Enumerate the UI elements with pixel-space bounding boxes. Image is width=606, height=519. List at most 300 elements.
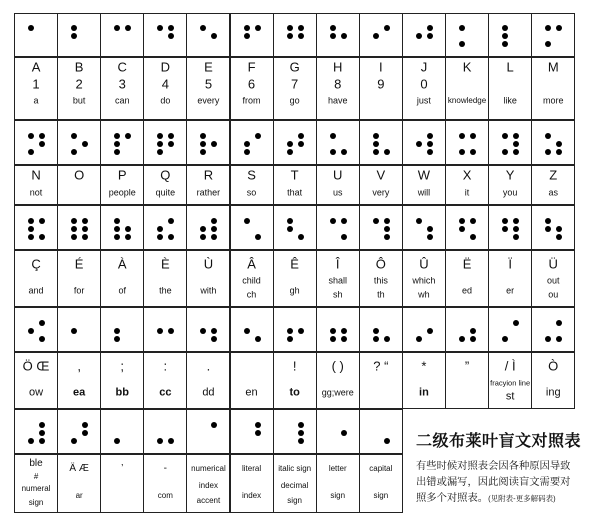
braille-dot <box>39 320 45 326</box>
braille-dot <box>459 226 465 232</box>
label-cell <box>230 250 274 307</box>
label-cell <box>359 165 403 205</box>
label-cell <box>230 57 274 120</box>
braille-cell <box>230 13 274 57</box>
braille-dot <box>71 234 77 240</box>
braille-dot <box>502 226 508 232</box>
braille-dot <box>384 234 390 240</box>
braille-dot <box>287 25 293 31</box>
braille-dot <box>82 226 88 232</box>
label-cell <box>100 57 144 120</box>
braille-dot <box>373 336 379 342</box>
braille-dot <box>82 218 88 224</box>
label-text: en <box>245 386 258 399</box>
braille-dot <box>125 226 131 232</box>
braille-dot <box>298 25 304 31</box>
label-text: F <box>247 59 256 75</box>
label-text: Ä Æ <box>69 462 89 474</box>
braille-dot <box>502 336 508 342</box>
label-cell <box>100 454 144 513</box>
label-cell <box>14 250 58 307</box>
braille-dot <box>114 25 120 31</box>
braille-dot <box>470 328 476 334</box>
label-cell <box>316 57 360 120</box>
braille-cell <box>316 307 360 352</box>
braille-dot <box>470 133 476 139</box>
label-text: D <box>160 59 171 75</box>
label-text: wh <box>418 289 430 300</box>
braille-dot <box>416 141 422 147</box>
label-text: bb <box>115 386 129 399</box>
braille-cell <box>316 120 360 165</box>
braille-dot <box>427 328 433 334</box>
braille-cell <box>100 120 144 165</box>
label-text: gh <box>289 285 300 296</box>
braille-dot <box>71 133 77 139</box>
label-text: N <box>31 167 41 183</box>
braille-dot <box>211 33 217 39</box>
label-cell <box>57 454 101 513</box>
label-cell <box>57 165 101 205</box>
braille-cell <box>57 205 101 250</box>
label-text: ou <box>548 289 559 300</box>
braille-dot <box>200 234 206 240</box>
label-text: ble <box>29 458 43 470</box>
label-cell <box>402 165 446 205</box>
label-text: ed <box>462 285 473 296</box>
braille-dot <box>71 33 77 39</box>
braille-cell <box>186 205 230 250</box>
label-cell <box>316 165 360 205</box>
label-text: ea <box>73 386 86 399</box>
braille-dot <box>330 149 336 155</box>
label-cell <box>445 250 489 307</box>
braille-dot <box>114 234 120 240</box>
label-cell <box>316 454 360 513</box>
label-text: go <box>289 95 300 106</box>
label-text: Y <box>505 167 515 183</box>
label-text: T <box>290 167 299 183</box>
label-cell <box>316 352 360 409</box>
braille-dot <box>545 41 551 47</box>
braille-cell <box>186 13 230 57</box>
braille-dot <box>244 218 250 224</box>
braille-dot <box>28 438 34 444</box>
braille-dot <box>157 438 163 444</box>
braille-dot <box>341 336 347 342</box>
braille-cell <box>359 307 403 352</box>
braille-dot <box>211 218 217 224</box>
braille-cell <box>402 307 446 352</box>
label-text: 9 <box>377 76 385 92</box>
braille-dot <box>470 234 476 240</box>
legend-title: 二级布莱叶盲文对照表 <box>416 433 582 450</box>
braille-cell <box>14 409 58 454</box>
label-text: com <box>157 491 173 501</box>
braille-dot <box>157 226 163 232</box>
braille-cell <box>531 120 575 165</box>
label-text: . <box>206 358 211 374</box>
braille-cell <box>230 307 274 352</box>
braille-dot <box>28 218 34 224</box>
label-text: B <box>74 59 84 75</box>
label-text: Â <box>247 256 256 272</box>
label-cell <box>186 352 230 409</box>
label-text: - <box>163 462 168 474</box>
braille-dot <box>168 328 174 334</box>
label-text: index <box>198 480 218 490</box>
braille-dot <box>39 422 45 428</box>
braille-dot <box>427 149 433 155</box>
braille-cell <box>273 409 317 454</box>
braille-dot <box>373 141 379 147</box>
braille-dot <box>114 149 120 155</box>
label-text: ow <box>29 386 44 399</box>
label-text: sign <box>373 491 389 501</box>
label-text: capital <box>369 463 393 473</box>
braille-dot <box>330 133 336 139</box>
braille-cell <box>273 307 317 352</box>
braille-dot <box>255 234 261 240</box>
label-text: Ù <box>203 256 214 272</box>
label-text: 4 <box>161 76 169 92</box>
braille-dot <box>255 25 261 31</box>
braille-dot <box>298 430 304 436</box>
label-text: index <box>241 491 262 501</box>
braille-dot <box>28 133 34 139</box>
label-cell <box>488 352 532 409</box>
braille-dot <box>244 25 250 31</box>
braille-dot <box>157 234 163 240</box>
label-text: of <box>118 285 126 296</box>
label-text: K <box>462 59 472 75</box>
braille-dot <box>168 234 174 240</box>
label-cell <box>57 250 101 307</box>
braille-dot <box>459 218 465 224</box>
braille-dot <box>82 422 88 428</box>
braille-dot <box>114 336 120 342</box>
braille-cell <box>186 307 230 352</box>
label-cell <box>100 352 144 409</box>
braille-cell <box>143 409 187 454</box>
label-text: more <box>542 95 564 106</box>
braille-cell <box>143 13 187 57</box>
label-text: and <box>28 285 44 296</box>
braille-dot <box>470 149 476 155</box>
braille-dot <box>287 149 293 155</box>
label-text: which <box>412 275 436 286</box>
braille-dot <box>384 25 390 31</box>
label-cell <box>488 57 532 120</box>
braille-dot <box>427 226 433 232</box>
braille-cell <box>14 120 58 165</box>
braille-dot <box>211 422 217 428</box>
label-text: this <box>373 275 388 286</box>
label-text: gg;were <box>321 387 354 398</box>
braille-dot <box>298 438 304 444</box>
label-text: from <box>242 95 261 106</box>
braille-dot <box>168 218 174 224</box>
label-text: 6 <box>247 76 256 92</box>
label-text: 5 <box>204 76 213 92</box>
label-text: X <box>462 167 472 183</box>
label-text: Ë <box>462 256 472 272</box>
label-text: Û <box>419 256 429 272</box>
label-cell <box>57 352 101 409</box>
braille-dot <box>71 218 77 224</box>
braille-dot <box>373 133 379 139</box>
label-text: R <box>203 167 214 183</box>
braille-cell <box>402 13 446 57</box>
braille-cell <box>100 307 144 352</box>
label-text: cc <box>159 386 172 399</box>
braille-dot <box>114 218 120 224</box>
braille-dot <box>427 141 433 147</box>
braille-dot <box>513 320 519 326</box>
braille-dot <box>244 141 250 147</box>
label-cell <box>143 352 187 409</box>
braille-dot <box>82 234 88 240</box>
braille-dot <box>513 226 519 232</box>
braille-dot <box>373 218 379 224</box>
label-text: very <box>372 187 390 198</box>
braille-dot <box>39 133 45 139</box>
braille-cell <box>316 13 360 57</box>
label-text: Ï <box>508 256 512 272</box>
braille-dot <box>200 149 206 155</box>
label-text: Z <box>549 167 558 183</box>
label-text: dd <box>202 386 215 399</box>
label-text: er <box>506 285 515 296</box>
label-text: G <box>289 59 300 75</box>
label-text: ! <box>292 358 297 374</box>
label-text: È <box>161 256 170 272</box>
braille-cell <box>359 13 403 57</box>
braille-cell <box>230 205 274 250</box>
label-cell <box>230 454 274 513</box>
label-text: A <box>31 59 41 75</box>
label-text: 1 <box>32 76 40 92</box>
braille-dot <box>341 234 347 240</box>
label-cell <box>100 165 144 205</box>
braille-dot <box>28 149 34 155</box>
label-text: but <box>72 95 86 106</box>
label-text: out <box>546 275 560 286</box>
braille-dot <box>200 226 206 232</box>
braille-dot <box>211 234 217 240</box>
label-text: you <box>502 187 518 198</box>
braille-dot <box>255 430 261 436</box>
label-text: people <box>108 187 136 198</box>
braille-dot <box>168 25 174 31</box>
braille-dot <box>545 133 551 139</box>
braille-cell <box>186 120 230 165</box>
label-text: ch <box>246 289 257 300</box>
braille-dot <box>28 234 34 240</box>
braille-cell <box>445 205 489 250</box>
label-text: numeral <box>21 484 51 494</box>
braille-dot <box>330 218 336 224</box>
label-text: just <box>416 95 431 106</box>
label-cell <box>230 352 274 409</box>
braille-cell <box>359 205 403 250</box>
braille-dot <box>556 234 562 240</box>
braille-dot <box>298 141 304 147</box>
braille-dot <box>298 328 304 334</box>
label-text: accent <box>196 495 221 505</box>
braille-dot <box>200 141 206 147</box>
braille-dot <box>556 25 562 31</box>
braille-dot <box>513 133 519 139</box>
braille-cell <box>230 120 274 165</box>
label-text: 2 <box>75 76 83 92</box>
braille-dot <box>168 141 174 147</box>
braille-dot <box>459 336 465 342</box>
label-text: italic sign <box>278 463 312 473</box>
braille-dot <box>341 33 347 39</box>
label-cell <box>273 57 317 120</box>
braille-dot <box>373 149 379 155</box>
label-text: it <box>464 187 470 198</box>
legend-line: 有些时候对照表会因各种原因导致 <box>416 461 571 472</box>
label-cell <box>445 57 489 120</box>
braille-cell <box>488 205 532 250</box>
label-text: H <box>333 59 343 75</box>
braille-cell <box>100 409 144 454</box>
label-cell <box>143 454 187 513</box>
braille-dot <box>545 336 551 342</box>
braille-dot <box>39 430 45 436</box>
braille-dot <box>513 218 519 224</box>
label-text: À <box>117 256 127 272</box>
label-cell <box>531 352 575 409</box>
braille-dot <box>244 149 250 155</box>
label-text: S <box>247 167 256 183</box>
braille-cell <box>57 307 101 352</box>
braille-dot <box>211 141 217 147</box>
label-text: have <box>327 95 348 106</box>
label-cell <box>402 57 446 120</box>
label-cell <box>186 250 230 307</box>
braille-cell <box>143 205 187 250</box>
braille-dot <box>255 133 261 139</box>
braille-cell <box>14 205 58 250</box>
braille-dot <box>545 218 551 224</box>
braille-dot <box>556 320 562 326</box>
braille-dot <box>157 133 163 139</box>
braille-dot <box>556 141 562 147</box>
braille-cell <box>402 120 446 165</box>
label-text: can <box>114 95 130 106</box>
label-cell <box>186 454 230 513</box>
label-text: 7 <box>291 76 299 92</box>
braille-dot <box>82 430 88 436</box>
label-cell <box>445 352 489 409</box>
label-text: to <box>289 386 300 399</box>
label-cell <box>359 352 403 409</box>
braille-dot <box>556 226 562 232</box>
braille-dot <box>330 25 336 31</box>
braille-dot <box>114 438 120 444</box>
braille-cell <box>531 13 575 57</box>
braille-dot <box>502 33 508 39</box>
braille-cell <box>445 13 489 57</box>
label-cell <box>14 352 58 409</box>
braille-cell <box>273 205 317 250</box>
braille-dot <box>287 218 293 224</box>
braille-dot <box>287 141 293 147</box>
braille-dot <box>71 328 77 334</box>
braille-dot <box>298 234 304 240</box>
label-text: M <box>547 59 559 75</box>
label-text: with <box>200 285 217 296</box>
braille-dot <box>470 218 476 224</box>
braille-dot <box>459 133 465 139</box>
braille-dot <box>114 328 120 334</box>
braille-dot <box>341 430 347 436</box>
label-text: : <box>163 358 168 374</box>
braille-dot <box>28 226 34 232</box>
braille-dot <box>82 141 88 147</box>
braille-dot <box>298 133 304 139</box>
label-text: I <box>379 59 383 75</box>
braille-dot <box>545 25 551 31</box>
braille-dot <box>545 149 551 155</box>
braille-dot <box>71 438 77 444</box>
braille-dot <box>244 328 250 334</box>
braille-cell <box>445 120 489 165</box>
braille-cell <box>531 307 575 352</box>
label-cell <box>14 165 58 205</box>
braille-dot <box>125 133 131 139</box>
label-cell <box>14 454 58 513</box>
label-text: W <box>417 167 431 183</box>
label-text: E <box>204 59 213 75</box>
label-text: ” <box>464 358 470 374</box>
label-text: shall <box>328 275 347 286</box>
braille-dot <box>125 25 131 31</box>
braille-dot <box>287 328 293 334</box>
label-text: th <box>377 289 385 300</box>
braille-cell <box>316 409 360 454</box>
braille-cell <box>143 120 187 165</box>
braille-dot <box>427 33 433 39</box>
label-text: a <box>33 95 39 106</box>
braille-dot <box>255 336 261 342</box>
legend <box>410 428 606 507</box>
braille-dot <box>545 226 551 232</box>
label-text: Ô <box>375 256 386 272</box>
braille-dot <box>330 33 336 39</box>
label-cell <box>359 57 403 120</box>
label-cell <box>230 165 274 205</box>
braille-dot <box>200 328 206 334</box>
braille-dot <box>459 149 465 155</box>
label-text: not <box>29 187 43 198</box>
label-cell <box>273 250 317 307</box>
label-text: so <box>246 187 257 198</box>
braille-dot <box>71 25 77 31</box>
label-text: O <box>74 167 85 183</box>
label-cell <box>143 57 187 120</box>
braille-dot <box>384 438 390 444</box>
braille-cell <box>100 205 144 250</box>
braille-dot <box>384 336 390 342</box>
braille-cell <box>57 13 101 57</box>
label-text: literal <box>241 463 262 473</box>
braille-cell <box>273 120 317 165</box>
braille-dot <box>244 33 250 39</box>
